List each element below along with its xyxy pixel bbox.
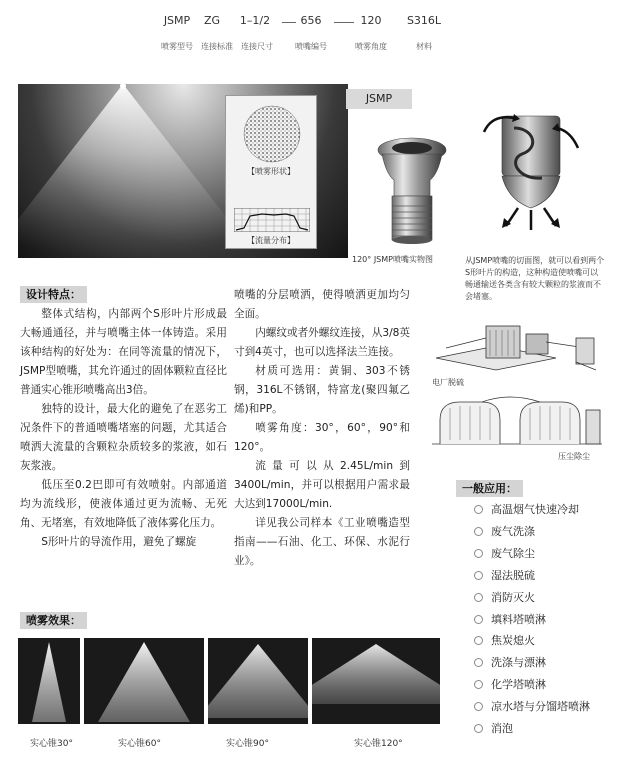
bullet-icon [474,615,483,624]
features-right-column [234,286,410,571]
code-model: JSMP [163,14,191,27]
features-left-column [20,305,227,552]
code-number: 656 [300,14,322,27]
spray-inset [225,95,317,249]
bullet-icon [474,571,483,580]
bullet-icon [474,593,483,602]
power-plant-figure [426,318,606,376]
features-heading: 设计特点： [20,286,87,303]
code-label: 喷雾型号 [161,42,193,51]
code-label: 喷雾角度 [355,42,387,51]
spray-caption-30: 实心锥30° [30,739,73,749]
list-item [474,587,590,609]
application-label: 化学塔喷淋 [491,678,546,692]
bullet-icon [474,724,483,733]
application-label: 凉水塔与分馏塔喷淋 [491,700,590,714]
feature-paragraph: 喷雾角度：30°，60°，90°和120°。 [234,422,410,453]
list-item [474,652,590,674]
application-label: 焦炭熄火 [491,634,535,648]
inset-pattern-caption: 【喷雾形状】 [247,167,295,176]
list-item [474,521,590,543]
nozzle-photo [376,134,448,250]
feature-paragraph: 喷嘴的分层喷洒，使得喷洒更加均匀全面。 [234,289,410,320]
list-item [474,499,590,521]
spray-cone-graphic [18,84,228,258]
list-item [474,718,590,740]
application-label: 洗涤与漂淋 [491,656,546,670]
code-material: S316L [406,14,442,27]
inset-flow-caption: 【流量分布】 [247,236,295,245]
spray-sample-120 [312,638,440,724]
feature-paragraph: 整体式结构，内部两个S形叶片形成最大畅通通径，并与喷嘴主体一体铸造。采用该种结构的好处为：在同等流量的情况下，JSMP型喷嘴，其允许通过的固体颗粒直径比普通实心锥形喷嘴高出3倍。 [20,308,227,396]
flow-distribution-graphic [234,208,310,232]
bullet-icon [474,702,483,711]
list-item [474,543,590,565]
spray-cone-30-graphic [18,638,80,724]
cutaway-photo [478,108,584,232]
bullet-icon [474,658,483,667]
bullet-icon [474,680,483,689]
feature-paragraph: S形叶片的导流作用，避免了螺旋 [41,536,197,548]
spray-cone-90-graphic [208,638,308,724]
spray-pattern-graphic [242,104,302,164]
application-label: 湿法脱硫 [491,568,535,582]
spray-caption-120: 实心锥120° [354,739,403,749]
list-item [474,565,590,587]
code-label: 喷嘴编号 [295,42,327,51]
feature-paragraph: 独特的设计，最大化的避免了在恶劣工况条件下的普通喷嘴堵塞的问题，尤其适合喷洒大流量的含颗粒杂质较多的浆液，如石灰浆液。 [20,403,227,472]
feature-paragraph: 流量可以从2.45L/min到3400L/min，并可以根据用户需求最大达到17000L/min. [234,460,410,510]
code-label: 连接标准 [201,42,233,51]
application-label: 填料塔喷淋 [491,612,546,626]
application-label: 废气洗涤 [491,524,535,538]
application-label: 消泡 [491,722,513,736]
feature-paragraph: 材质可选用：黄铜、303不锈钢，316L不锈钢，特富龙(聚四氟乙烯)和PP。 [234,365,410,415]
code-dash [282,22,296,23]
feature-paragraph: 内螺纹或者外螺纹连接，从3/8英寸到4英寸，也可以选择法兰连接。 [234,327,410,358]
code-dash [334,22,354,23]
spray-caption-90: 实心锥90° [226,739,269,749]
application-label: 高温烟气快速冷却 [491,503,579,516]
list-item [474,630,590,652]
applications-list [474,499,590,740]
feature-paragraph: 低压至0.2巴即可有效喷射。内部通道均为流线形，使液体通过更为流畅、无死角、无堵塞，有效地降低了液体雾化压力。 [20,479,227,529]
application-label: 废气除尘 [491,546,535,560]
code-label: 连接尺寸 [241,42,273,51]
product-tag: JSMP [346,89,412,109]
bullet-icon [474,505,483,514]
bullet-icon [474,636,483,645]
applications-heading: 一般应用： [456,480,523,497]
code-size: 1–1/2 [239,14,271,27]
spray-caption-60: 实心锥60° [118,739,161,749]
list-item [474,696,590,718]
list-item [474,674,590,696]
code-standard: ZG [203,14,221,27]
power-plant-label: 电厂脱硫 [432,378,464,387]
dust-removal-label: 压尘除尘 [558,452,590,461]
code-angle: 120 [360,14,382,27]
spray-cone-120-graphic [312,638,440,724]
dust-removal-figure [426,392,606,450]
feature-paragraph: 详见我公司样本《工业喷嘴造型指南——石油、化工、环保、水泥行业》。 [234,517,410,567]
spray-sample-60 [84,638,204,724]
spray-sample-30 [18,638,80,724]
bullet-icon [474,549,483,558]
nozzle-caption: 120° JSMP喷嘴实物图 [352,255,433,264]
spray-cone-60-graphic [84,638,204,724]
spray-effect-heading: 喷雾效果： [20,612,87,629]
code-label: 材料 [416,42,432,51]
spray-sample-90 [208,638,308,724]
cutaway-description: 从JSMP喷嘴的切面图，就可以看到两个S形叶片的构造，这种构造使喷嘴可以畅通输送各类含有较大颗粒的浆液而不会堵塞。 [465,256,605,301]
application-label: 消防灭火 [491,590,535,604]
list-item [474,609,590,631]
bullet-icon [474,527,483,536]
